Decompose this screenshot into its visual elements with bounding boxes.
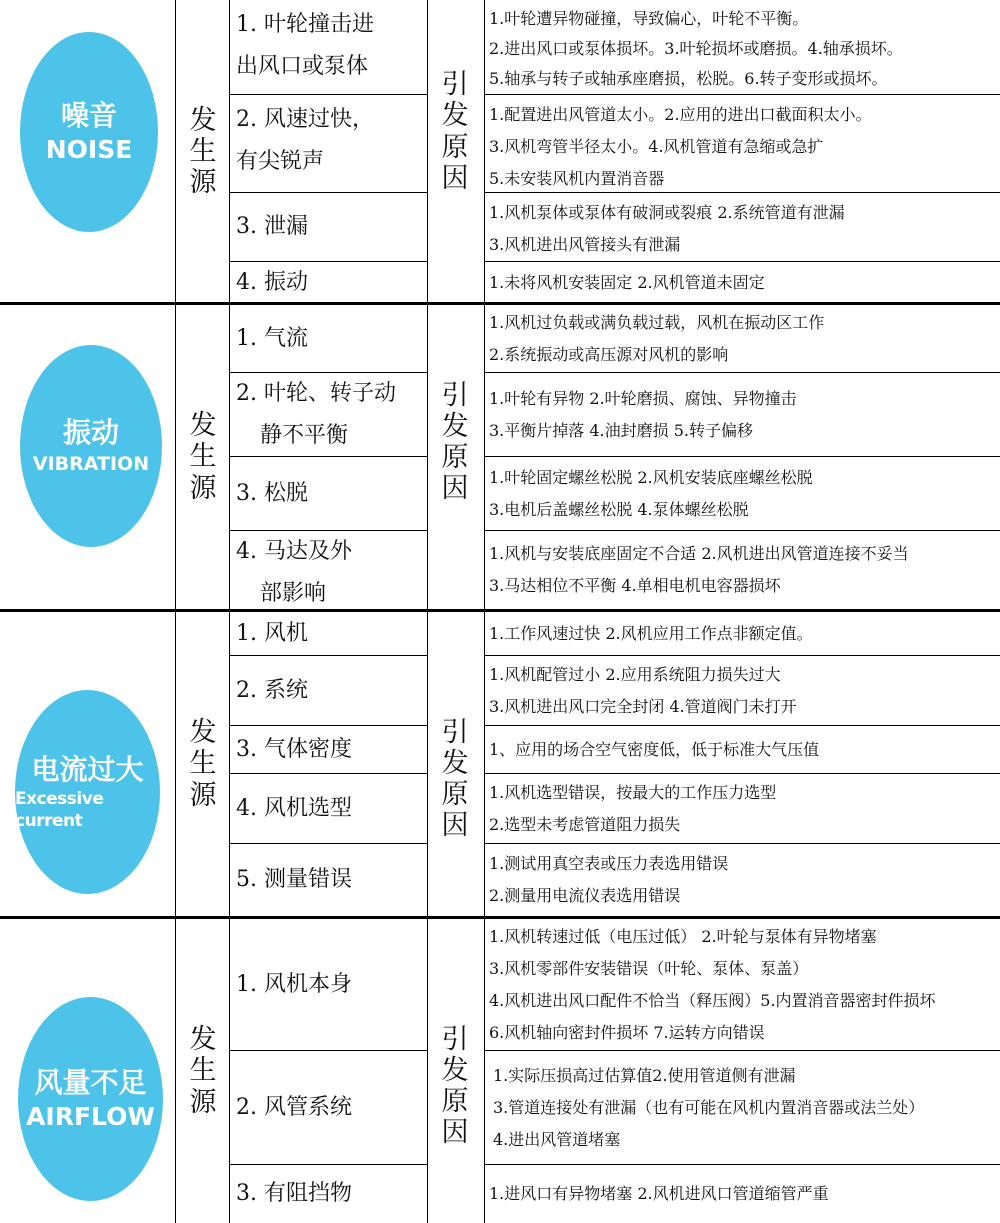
source-item: 2. 叶轮、转子动 静不平衡 <box>230 373 427 457</box>
cause-item: 1、应用的场合空气密度低，低于标准大气压值 <box>485 726 1000 774</box>
title-en: NOISE <box>45 134 133 164</box>
source-item: 3. 泄漏 <box>230 193 427 262</box>
source-label: 发 生 源 <box>189 410 217 504</box>
cause-item: 1.工作风速过快 2.风机应用工作点非额定值。 <box>485 612 1000 656</box>
source-item: 1. 气流 <box>230 305 427 373</box>
source-item: 1. 风机 <box>230 612 427 656</box>
section-vibration <box>0 305 1000 609</box>
cause-item: 1.风机与安装底座固定不合适 2.风机进出风管道连接不妥当 3.马达相位不平衡 4.单相电机电容器损坏 <box>489 544 909 595</box>
cause-item: 1.进风口有异物堵塞 2.风机进风口管道缩管严重 <box>489 1184 829 1203</box>
title-en: VIBRATION <box>32 452 150 475</box>
source-item: 1. 风机本身 <box>230 919 427 1051</box>
source-item: 3. 有阻挡物 <box>236 1181 352 1206</box>
source-item: 1. 叶轮撞击进 出风口或泵体 <box>230 0 427 95</box>
title-cn: 电流过大 <box>31 752 144 786</box>
source-item: 3. 气体密度 <box>230 726 427 774</box>
cause-item: 1.风机泵体或泵体有破洞或裂痕 2.系统管道有泄漏 3.风机进出风管接头有泄漏 <box>485 193 1000 262</box>
source-label: 发 生 源 <box>189 717 217 811</box>
vibration-title-badge <box>20 345 162 547</box>
title-en: Excessive current <box>15 789 104 832</box>
cause-item: 1.配置进出风管道太小。2.应用的进出口截面积太小。 3.风机弯管半径太小。4.风机管道有急缩或急扩 5.未安装风机内置消音器 <box>485 95 1000 193</box>
noise-title-badge <box>20 32 158 232</box>
source-item: 3. 松脱 <box>230 457 427 531</box>
cause-label: 引 发 原 因 <box>441 69 469 194</box>
source-item: 4. 风机选型 <box>230 774 427 844</box>
cause-item: 1.测试用真空表或压力表选用错误 2.测量用电流仪表选用错误 <box>489 854 729 905</box>
source-label: 发 生 源 <box>189 104 217 199</box>
source-item: 5. 测量错误 <box>236 867 352 892</box>
title-cn: 风量不足 <box>34 1065 147 1099</box>
title-cn: 振动 <box>62 416 119 450</box>
title-cn: 噪音 <box>60 98 117 132</box>
cause-item: 1.叶轮有异物 2.叶轮磨损、腐蚀、异物撞击 3.平衡片掉落 4.油封磨损 5.转子偏移 <box>485 373 1000 457</box>
title-en: AIRFLOW <box>26 1101 155 1131</box>
airflow-title-badge <box>18 997 163 1201</box>
cause-item: 1.风机过负载或满负载过载，风机在振动区工作 2.系统振动或高压源对风机的影响 <box>485 305 1000 373</box>
cause-label: 引 发 原 因 <box>441 379 469 505</box>
source-item: 4. 振动 <box>236 269 308 295</box>
cause-item: 1.风机配管过小 2.应用系统阻力损失过大 3.风机进出风口完全封闭 4.管道阀门未打开 <box>485 656 1000 726</box>
source-item: 2. 风管系统 <box>230 1051 427 1165</box>
source-label: 发 生 源 <box>189 1024 217 1118</box>
cause-item: 1.叶轮固定螺丝松脱 2.风机安装底座螺丝松脱 3.电机后盖螺丝松脱 4.泵体螺丝松脱 <box>485 457 1000 531</box>
cause-item: 1.未将风机安装固定 2.风机管道未固定 <box>489 272 765 292</box>
source-item: 2. 系统 <box>230 656 427 726</box>
cause-label: 引 发 原 因 <box>441 716 469 842</box>
source-item: 4. 马达及外 部影响 <box>236 539 352 606</box>
cause-item: 1.风机选型错误，按最大的工作压力选型 2.选型未考虑管道阻力损失 <box>485 774 1000 844</box>
cause-item: 1.实际压损高过估算值2.使用管道侧有泄漏 3.管道连接处有泄漏（也有可能在风机内置消音器或法兰处） 4.进出风管道堵塞 <box>485 1051 1000 1165</box>
cause-item: 1.风机转速过低（电压过低） 2.叶轮与泵体有异物堵塞 3.风机零部件安装错误（叶轮、泵体、泵盖） 4.风机进出风口配件不恰当（释压阀）5.内置消音器密封件损坏 6.风机轴向密封件损坏 7.运转方向错误 <box>485 919 1000 1051</box>
current-title-badge <box>15 690 160 894</box>
cause-label: 引 发 原 因 <box>441 1023 469 1149</box>
source-item: 2. 风速过快， 有尖锐声 <box>230 95 427 193</box>
cause-item: 1.叶轮遭异物碰撞，导致偏心，叶轮不平衡。 2.进出风口或泵体损坏。3.叶轮损坏或磨损。4.轴承损坏。 5.轴承与转子或轴承座磨损，松脱。6.转子变形或损坏。 <box>485 0 1000 95</box>
section-noise <box>0 0 1000 303</box>
section-excessive-current <box>0 612 1000 916</box>
section-airflow <box>0 919 1000 1223</box>
